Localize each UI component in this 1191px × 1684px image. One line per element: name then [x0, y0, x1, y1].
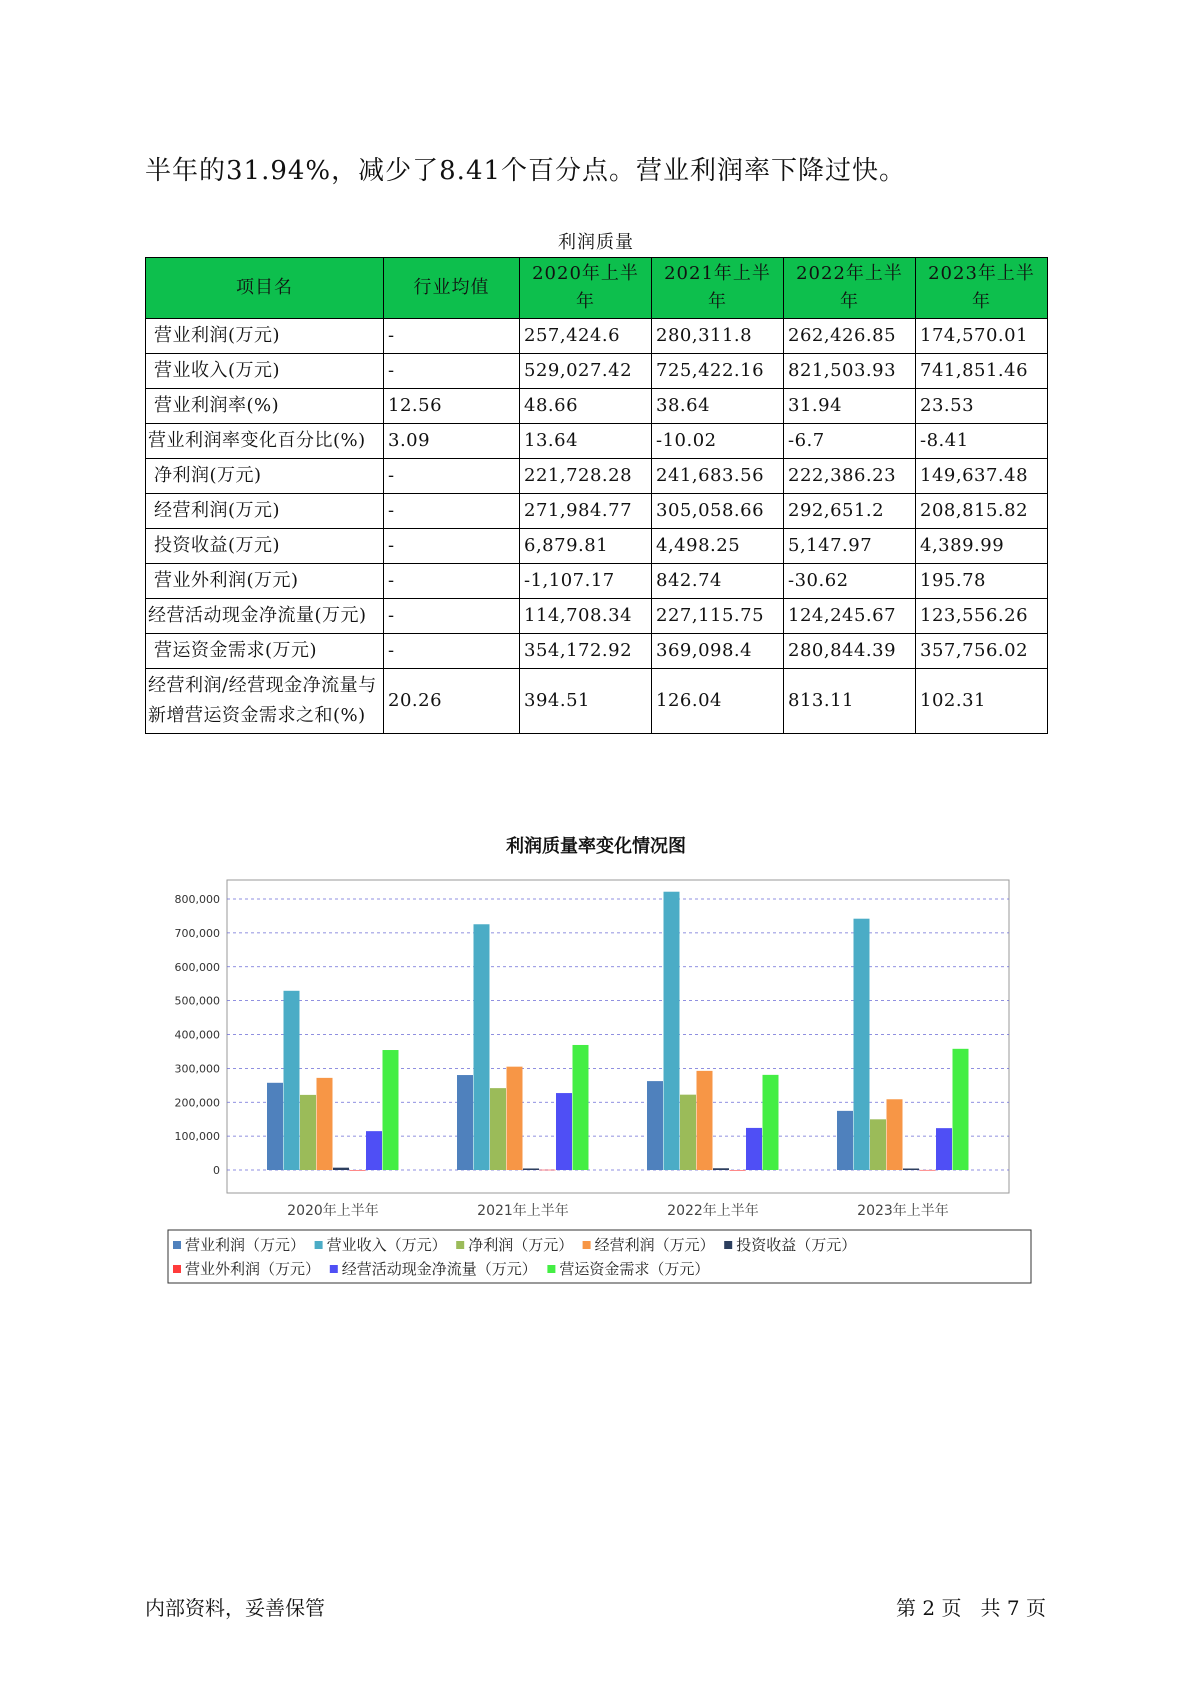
- row-label: 经营利润/经营现金净流量与新增营运资金需求之和(%): [146, 669, 384, 734]
- x-tick-label: 2021年上半年: [477, 1203, 569, 1219]
- cell: -8.41: [916, 424, 1048, 459]
- cell: 124,245.67: [784, 599, 916, 634]
- cell: 13.64: [520, 424, 652, 459]
- cell: -10.02: [652, 424, 784, 459]
- legend-swatch: [583, 1241, 591, 1249]
- cell: -30.62: [784, 564, 916, 599]
- legend-swatch: [547, 1265, 555, 1273]
- bar: [383, 1050, 399, 1170]
- bar: [854, 919, 870, 1170]
- bar: [333, 1168, 349, 1170]
- cell: 149,637.48: [916, 459, 1048, 494]
- cell: 292,651.2: [784, 494, 916, 529]
- y-tick-label: 600,000: [174, 960, 220, 974]
- cell: 821,503.93: [784, 354, 916, 389]
- row-label: 净利润(万元): [146, 459, 384, 494]
- bar: [936, 1128, 952, 1170]
- legend-label: 净利润（万元）: [468, 1236, 574, 1254]
- bar: [664, 892, 680, 1170]
- row-label: 经营活动现金净流量(万元): [146, 599, 384, 634]
- cell: 3.09: [384, 424, 520, 459]
- cell: -: [384, 354, 520, 389]
- header-2021h1: 2021年上半年: [652, 258, 784, 319]
- legend-label: 经营活动现金净流量（万元）: [341, 1260, 537, 1278]
- cell: 38.64: [652, 389, 784, 424]
- cell: 262,426.85: [784, 319, 916, 354]
- bar: [267, 1083, 283, 1170]
- y-tick-label: 100,000: [174, 1130, 220, 1144]
- bar: [523, 1168, 539, 1170]
- bar: [507, 1067, 523, 1170]
- legend-swatch: [315, 1241, 323, 1249]
- cell: 280,844.39: [784, 634, 916, 669]
- cell: 4,389.99: [916, 529, 1048, 564]
- cell: 271,984.77: [520, 494, 652, 529]
- bar: [457, 1075, 473, 1170]
- header-industry-avg: 行业均值: [384, 258, 520, 319]
- bar: [317, 1078, 333, 1170]
- cell: -: [384, 459, 520, 494]
- footer-page-number: 第 2 页 共 7 页: [896, 1596, 1046, 1620]
- y-tick-label: 400,000: [174, 1028, 220, 1042]
- legend-label: 投资收益（万元）: [736, 1236, 857, 1254]
- intro-paragraph: 半年的31.94%，减少了8.41个百分点。营业利润率下降过快。: [145, 156, 907, 186]
- y-tick-label: 500,000: [174, 994, 220, 1008]
- bar: [474, 924, 490, 1170]
- cell: 369,098.4: [652, 634, 784, 669]
- cell: -1,107.17: [520, 564, 652, 599]
- row-label: 营运资金需求(万元): [146, 634, 384, 669]
- cell: 114,708.34: [520, 599, 652, 634]
- row-label: 经营利润(万元): [146, 494, 384, 529]
- row-label: 营业利润率(%): [146, 389, 384, 424]
- cell: 813.11: [784, 669, 916, 734]
- x-tick-label: 2022年上半年: [667, 1203, 759, 1219]
- cell: -: [384, 529, 520, 564]
- bar: [837, 1111, 853, 1170]
- y-tick-label: 700,000: [174, 926, 220, 940]
- legend-swatch: [456, 1241, 464, 1249]
- cell: 6,879.81: [520, 529, 652, 564]
- bar: [366, 1131, 382, 1170]
- cell: 305,058.66: [652, 494, 784, 529]
- table-title: 利润质量: [558, 232, 634, 253]
- cell: 741,851.46: [916, 354, 1048, 389]
- cell: -6.7: [784, 424, 916, 459]
- cell: 257,424.6: [520, 319, 652, 354]
- cell: 123,556.26: [916, 599, 1048, 634]
- bar: [284, 991, 300, 1170]
- cell: 842.74: [652, 564, 784, 599]
- bar: [763, 1075, 779, 1170]
- row-label: 营业外利润(万元): [146, 564, 384, 599]
- bar: [697, 1071, 713, 1170]
- cell: 357,756.02: [916, 634, 1048, 669]
- y-tick-label: 300,000: [174, 1062, 220, 1076]
- cell: 280,311.8: [652, 319, 784, 354]
- y-tick-label: 200,000: [174, 1096, 220, 1110]
- bar: [647, 1081, 663, 1170]
- bar: [730, 1170, 746, 1171]
- legend-swatch: [330, 1265, 338, 1273]
- y-tick-label: 0: [213, 1164, 220, 1177]
- row-label: 营业利润(万元): [146, 319, 384, 354]
- cell: -: [384, 599, 520, 634]
- legend-label: 营业利润（万元）: [185, 1236, 306, 1254]
- bar: [746, 1128, 762, 1170]
- legend-swatch: [173, 1265, 181, 1273]
- cell: 725,422.16: [652, 354, 784, 389]
- cell: 4,498.25: [652, 529, 784, 564]
- legend-swatch: [724, 1241, 732, 1249]
- header-2023h1: 2023年上半年: [916, 258, 1048, 319]
- legend-label: 营业收入（万元）: [326, 1236, 447, 1254]
- chart-title: 利润质量率变化情况图: [506, 836, 686, 857]
- cell: 208,815.82: [916, 494, 1048, 529]
- bar: [887, 1099, 903, 1170]
- cell: 23.53: [916, 389, 1048, 424]
- cell: 5,147.97: [784, 529, 916, 564]
- cell: -: [384, 494, 520, 529]
- cell: 195.78: [916, 564, 1048, 599]
- cell: 529,027.42: [520, 354, 652, 389]
- header-item-name: 项目名: [146, 258, 384, 319]
- x-tick-label: 2020年上半年: [287, 1203, 379, 1219]
- y-tick-label: 800,000: [174, 893, 220, 906]
- cell: 394.51: [520, 669, 652, 734]
- bar: [920, 1170, 936, 1171]
- bar: [350, 1170, 366, 1171]
- cell: 126.04: [652, 669, 784, 734]
- header-2020h1: 2020年上半年: [520, 258, 652, 319]
- bar: [713, 1168, 729, 1170]
- row-label: 投资收益(万元): [146, 529, 384, 564]
- cell: 222,386.23: [784, 459, 916, 494]
- row-label: 营业利润率变化百分比(%): [146, 424, 384, 459]
- bar: [556, 1093, 572, 1170]
- bar: [490, 1088, 506, 1170]
- bar: [953, 1049, 969, 1170]
- cell: 102.31: [916, 669, 1048, 734]
- bar: [870, 1119, 886, 1170]
- cell: 48.66: [520, 389, 652, 424]
- bar: [573, 1045, 589, 1170]
- cell: 354,172.92: [520, 634, 652, 669]
- cell: 221,728.28: [520, 459, 652, 494]
- cell: 174,570.01: [916, 319, 1048, 354]
- cell: -: [384, 634, 520, 669]
- header-2022h1: 2022年上半年: [784, 258, 916, 319]
- x-tick-label: 2023年上半年: [857, 1203, 949, 1219]
- row-label: 营业收入(万元): [146, 354, 384, 389]
- bar: [300, 1095, 316, 1170]
- cell: -: [384, 564, 520, 599]
- legend-label: 营业外利润（万元）: [185, 1260, 321, 1278]
- cell: 227,115.75: [652, 599, 784, 634]
- legend-label: 营运资金需求（万元）: [559, 1260, 710, 1278]
- legend-swatch: [173, 1241, 181, 1249]
- bar: [903, 1169, 919, 1170]
- cell: 20.26: [384, 669, 520, 734]
- cell: 241,683.56: [652, 459, 784, 494]
- footer-confidential: 内部资料，妥善保管: [145, 1596, 325, 1620]
- legend-label: 经营利润（万元）: [594, 1236, 715, 1254]
- cell: -: [384, 319, 520, 354]
- bar: [540, 1170, 556, 1171]
- cell: 31.94: [784, 389, 916, 424]
- cell: 12.56: [384, 389, 520, 424]
- bar: [680, 1095, 696, 1170]
